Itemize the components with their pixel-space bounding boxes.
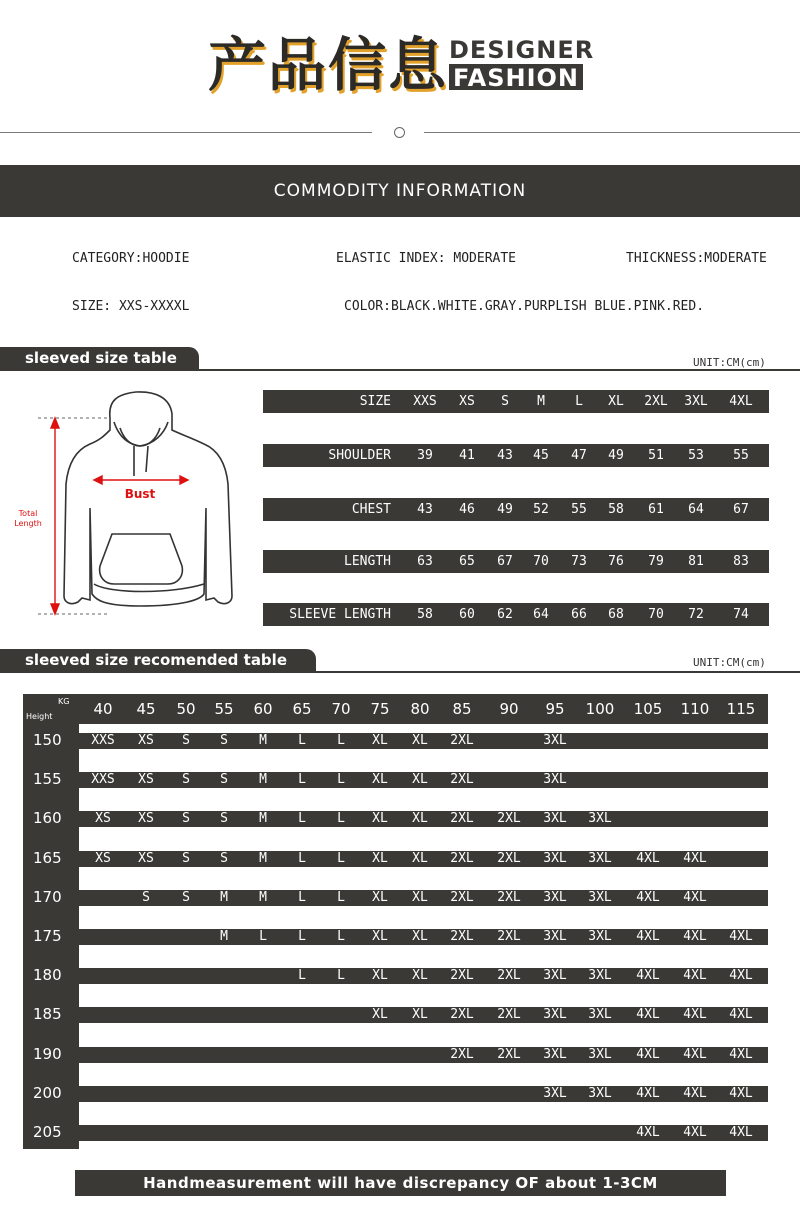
size-row: [263, 498, 769, 521]
rec-cell: L: [337, 968, 345, 983]
total-length-label-1: Total: [18, 509, 38, 518]
size-cell: 70: [648, 607, 664, 622]
rec-cell: M: [259, 811, 267, 826]
rec-cell: 4XL: [636, 1125, 660, 1140]
page-title: 产品信息: [208, 31, 449, 99]
rec-cell: XS: [95, 851, 111, 866]
rec-cell: 3XL: [588, 851, 612, 866]
rec-cell: 4XL: [636, 851, 660, 866]
rec-cell: 2XL: [497, 811, 521, 826]
rec-cell: 2XL: [497, 890, 521, 905]
weight-header-cell: 50: [176, 700, 196, 718]
rec-cell: M: [259, 772, 267, 787]
rec-cell: L: [298, 851, 306, 866]
size-cell: 49: [608, 448, 624, 463]
rec-cell: XL: [372, 1007, 388, 1022]
weight-header-cell: 60: [253, 700, 273, 718]
rec-cell: S: [220, 811, 228, 826]
height-value: 200: [33, 1084, 62, 1102]
rec-cell: XXS: [91, 733, 115, 748]
size-cell: 72: [688, 607, 704, 622]
rec-cell: XL: [372, 968, 388, 983]
size-cell: 47: [571, 448, 587, 463]
bust-label: Bust: [124, 487, 156, 501]
rec-cell: 4XL: [683, 1047, 707, 1062]
rec-cell: L: [337, 929, 345, 944]
rec-cell: XL: [372, 851, 388, 866]
rec-cell: 2XL: [497, 1007, 521, 1022]
rec-row: [79, 929, 768, 945]
rec-cell: XL: [372, 733, 388, 748]
info-size: SIZE: XXS-XXXXL: [72, 299, 190, 314]
rec-cell: XL: [412, 968, 428, 983]
total-length-label-2: Length: [14, 519, 42, 528]
rec-cell: 3XL: [588, 890, 612, 905]
rec-cell: 3XL: [543, 1086, 567, 1101]
weight-header-cell: 105: [633, 700, 663, 718]
rec-cell: 3XL: [588, 929, 612, 944]
weight-header-cell: 70: [331, 700, 351, 718]
rec-cell: 4XL: [636, 1086, 660, 1101]
rec-cell: XS: [138, 733, 154, 748]
size-cell: 58: [608, 502, 624, 517]
size-cell: 3XL: [684, 394, 708, 409]
rec-cell: 3XL: [543, 1047, 567, 1062]
rec-cell: XXS: [91, 772, 115, 787]
commodity-information-banner: COMMODITY INFORMATION: [0, 165, 800, 217]
rec-cell: 3XL: [543, 968, 567, 983]
size-cell: S: [501, 394, 509, 409]
size-cell: 58: [417, 607, 433, 622]
rec-cell: 4XL: [683, 968, 707, 983]
weight-header-cell: 85: [452, 700, 472, 718]
brand-line-designer: DESIGNER: [449, 36, 595, 64]
rec-cell: 3XL: [588, 1086, 612, 1101]
weight-header-cell: 40: [93, 700, 113, 718]
rec-row: [79, 851, 768, 867]
rec-cell: S: [220, 733, 228, 748]
rec-cell: 2XL: [450, 772, 474, 787]
size-row: [263, 603, 769, 626]
rec-cell: 4XL: [636, 1007, 660, 1022]
rec-cell: L: [337, 811, 345, 826]
rec-cell: S: [182, 811, 190, 826]
rec-row: [79, 733, 768, 749]
rec-cell: 2XL: [450, 811, 474, 826]
weight-header-cell: 110: [680, 700, 710, 718]
rec-cell: XL: [412, 811, 428, 826]
rec-cell: XS: [138, 772, 154, 787]
weight-header-cell: 90: [499, 700, 519, 718]
size-cell: 45: [533, 448, 549, 463]
rec-cell: XL: [412, 1007, 428, 1022]
rec-cell: M: [220, 929, 228, 944]
divider-left: [0, 132, 372, 133]
info-category: CATEGORY:HOODIE: [72, 251, 190, 266]
rec-height-column: [23, 694, 79, 1149]
height-value: 165: [33, 849, 62, 867]
size-cell: 43: [417, 502, 433, 517]
rec-cell: 4XL: [683, 890, 707, 905]
height-value: 150: [33, 731, 62, 749]
rec-table-unit: UNIT:CM(cm): [693, 656, 766, 669]
rec-cell: 2XL: [450, 1047, 474, 1062]
size-cell: 55: [733, 448, 749, 463]
size-cell: 81: [688, 554, 704, 569]
info-elastic: ELASTIC INDEX: MODERATE: [336, 251, 517, 266]
size-cell: 39: [417, 448, 433, 463]
height-value: 160: [33, 809, 62, 827]
size-cell: 66: [571, 607, 587, 622]
size-cell: 41: [459, 448, 475, 463]
rec-cell: L: [337, 772, 345, 787]
rec-cell: 4XL: [729, 968, 753, 983]
rec-cell: XS: [95, 811, 111, 826]
rec-cell: L: [298, 733, 306, 748]
rec-cell: L: [337, 890, 345, 905]
rec-cell: XL: [372, 772, 388, 787]
size-row-label: CHEST: [351, 502, 391, 517]
rec-cell: S: [142, 890, 150, 905]
weight-header-cell: 100: [585, 700, 615, 718]
rec-cell: 2XL: [497, 968, 521, 983]
size-cell: 53: [688, 448, 704, 463]
rec-cell: S: [182, 851, 190, 866]
size-cell: 46: [459, 502, 475, 517]
rec-cell: 4XL: [683, 1086, 707, 1101]
rec-cell: XL: [412, 772, 428, 787]
rec-cell: XL: [372, 890, 388, 905]
kg-label: KG: [58, 697, 70, 706]
rec-cell: 3XL: [543, 851, 567, 866]
rec-cell: XL: [372, 929, 388, 944]
size-row-label: SHOULDER: [328, 448, 391, 463]
rec-table-tab: sleeved size recomended table: [0, 649, 316, 672]
rec-cell: M: [259, 890, 267, 905]
rec-cell: S: [220, 772, 228, 787]
size-cell: 83: [733, 554, 749, 569]
rec-cell: XL: [412, 929, 428, 944]
rec-row: [79, 1086, 768, 1102]
weight-header-cell: 80: [410, 700, 430, 718]
rec-cell: XL: [372, 811, 388, 826]
rec-cell: S: [182, 772, 190, 787]
rec-cell: XL: [412, 851, 428, 866]
size-cell: 43: [497, 448, 513, 463]
rec-cell: 4XL: [683, 1125, 707, 1140]
rec-cell: L: [298, 929, 306, 944]
size-cell: M: [537, 394, 545, 409]
size-table-unit: UNIT:CM(cm): [693, 356, 766, 369]
size-cell: 4XL: [729, 394, 753, 409]
size-row: [263, 550, 769, 573]
rec-cell: L: [298, 772, 306, 787]
size-cell: 52: [533, 502, 549, 517]
size-cell: 64: [688, 502, 704, 517]
height-value: 180: [33, 966, 62, 984]
rec-cell: 4XL: [683, 851, 707, 866]
size-table-tab-line: [0, 369, 800, 371]
size-cell: 51: [648, 448, 664, 463]
rec-cell: XS: [138, 851, 154, 866]
size-cell: 70: [533, 554, 549, 569]
height-value: 175: [33, 927, 62, 945]
size-cell: L: [575, 394, 583, 409]
size-row: [263, 390, 769, 413]
rec-cell: S: [182, 733, 190, 748]
size-cell: 55: [571, 502, 587, 517]
rec-cell: XL: [412, 733, 428, 748]
rec-cell: XS: [138, 811, 154, 826]
rec-cell: 4XL: [729, 1047, 753, 1062]
weight-header-cell: 45: [136, 700, 156, 718]
rec-cell: 2XL: [497, 851, 521, 866]
height-value: 155: [33, 770, 62, 788]
rec-cell: 4XL: [729, 929, 753, 944]
height-value: 185: [33, 1005, 62, 1023]
rec-cell: 2XL: [450, 1007, 474, 1022]
height-value: 205: [33, 1123, 62, 1141]
rec-row: [79, 968, 768, 984]
weight-header-cell: 55: [214, 700, 234, 718]
height-value: 190: [33, 1045, 62, 1063]
size-cell: 2XL: [644, 394, 668, 409]
weight-header-cell: 65: [292, 700, 312, 718]
rec-cell: L: [259, 929, 267, 944]
rec-weight-header: [79, 694, 768, 724]
size-cell: 79: [648, 554, 664, 569]
size-cell: 49: [497, 502, 513, 517]
rec-cell: S: [220, 851, 228, 866]
rec-cell: 4XL: [729, 1086, 753, 1101]
rec-cell: 2XL: [450, 890, 474, 905]
size-cell: XS: [459, 394, 475, 409]
size-cell: 73: [571, 554, 587, 569]
size-cell: 63: [417, 554, 433, 569]
rec-cell: 4XL: [636, 929, 660, 944]
rec-cell: 4XL: [636, 890, 660, 905]
weight-header-cell: 115: [726, 700, 756, 718]
rec-cell: 4XL: [729, 1125, 753, 1140]
rec-cell: M: [259, 851, 267, 866]
size-row: [263, 444, 769, 467]
height-value: 170: [33, 888, 62, 906]
rec-cell: 3XL: [543, 733, 567, 748]
divider-right: [424, 132, 800, 133]
size-cell: 60: [459, 607, 475, 622]
size-row-label: SIZE: [359, 394, 391, 409]
rec-cell: 2XL: [450, 733, 474, 748]
rec-cell: 3XL: [588, 1047, 612, 1062]
size-cell: 67: [497, 554, 513, 569]
rec-row: [79, 772, 768, 788]
rec-cell: L: [298, 811, 306, 826]
rec-cell: XL: [412, 890, 428, 905]
rec-cell: 2XL: [450, 968, 474, 983]
rec-row: [79, 1047, 768, 1063]
rec-cell: 4XL: [683, 1007, 707, 1022]
brand-line-fashion: FASHION: [449, 64, 583, 90]
rec-table-tab-line: [0, 671, 800, 673]
height-label: Height: [26, 712, 53, 721]
rec-cell: 4XL: [729, 1007, 753, 1022]
rec-cell: 3XL: [588, 1007, 612, 1022]
rec-cell: S: [182, 890, 190, 905]
rec-cell: 2XL: [450, 851, 474, 866]
size-cell: 61: [648, 502, 664, 517]
rec-row: [79, 1007, 768, 1023]
size-row-label: LENGTH: [344, 554, 391, 569]
rec-cell: 2XL: [450, 929, 474, 944]
size-table-tab: sleeved size table: [0, 347, 199, 370]
divider-circle-icon: [394, 127, 405, 138]
rec-cell: 4XL: [636, 968, 660, 983]
rec-cell: 3XL: [588, 811, 612, 826]
size-cell: 76: [608, 554, 624, 569]
size-cell: 74: [733, 607, 749, 622]
rec-cell: M: [259, 733, 267, 748]
size-cell: XL: [608, 394, 624, 409]
rec-cell: L: [298, 890, 306, 905]
size-cell: XXS: [413, 394, 437, 409]
info-thickness: THICKNESS:MODERATE: [626, 251, 767, 266]
rec-cell: L: [298, 968, 306, 983]
rec-row: [79, 1125, 768, 1141]
weight-header-cell: 95: [545, 700, 565, 718]
rec-cell: 3XL: [543, 890, 567, 905]
weight-header-cell: 75: [370, 700, 390, 718]
hoodie-diagram: [0, 388, 250, 620]
rec-row: [79, 811, 768, 827]
rec-cell: 3XL: [543, 1007, 567, 1022]
rec-cell: 4XL: [683, 929, 707, 944]
rec-cell: 3XL: [588, 968, 612, 983]
rec-cell: 3XL: [543, 811, 567, 826]
size-cell: 68: [608, 607, 624, 622]
size-cell: 64: [533, 607, 549, 622]
rec-cell: 3XL: [543, 929, 567, 944]
rec-cell: 4XL: [636, 1047, 660, 1062]
rec-row: [79, 890, 768, 906]
rec-cell: 3XL: [543, 772, 567, 787]
size-cell: 67: [733, 502, 749, 517]
rec-cell: L: [337, 733, 345, 748]
rec-cell: 2XL: [497, 929, 521, 944]
rec-cell: M: [220, 890, 228, 905]
size-cell: 65: [459, 554, 475, 569]
size-cell: 62: [497, 607, 513, 622]
size-row-label: SLEEVE LENGTH: [289, 607, 391, 622]
rec-cell: L: [337, 851, 345, 866]
rec-cell: 2XL: [497, 1047, 521, 1062]
info-color: COLOR:BLACK.WHITE.GRAY.PURPLISH BLUE.PINK.RED.: [344, 299, 705, 314]
measurement-note: Handmeasurement will have discrepancy OF about 1-3CM 1inch=2.54COM: [75, 1170, 726, 1196]
